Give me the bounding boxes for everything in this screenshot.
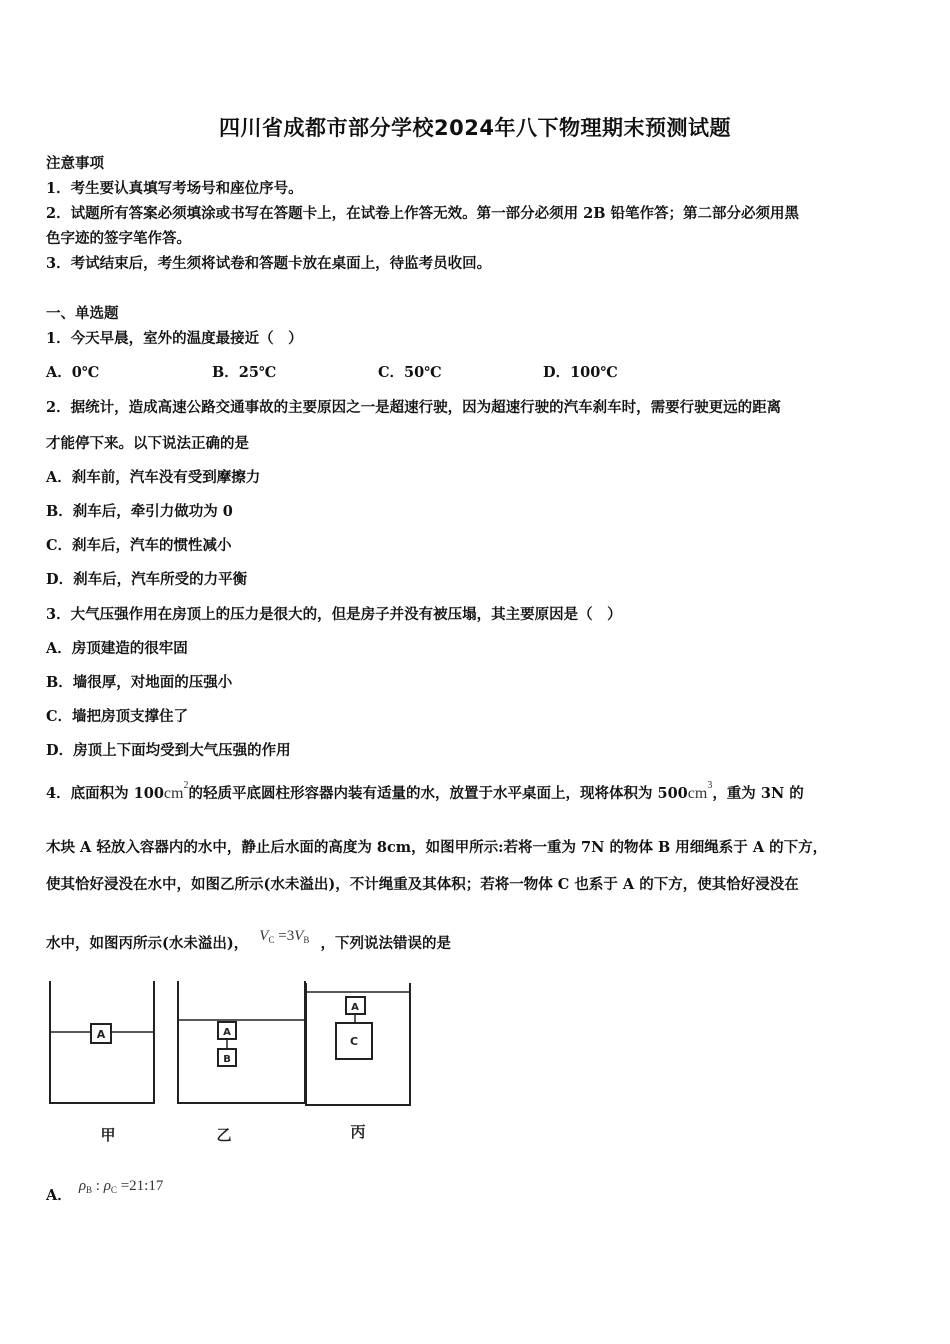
label-a-jia: A [96, 1028, 106, 1041]
q4-unit1-exp: 2 [183, 780, 189, 791]
notice-item-3: 3．考试结束后，考生须将试卷和答题卡放在桌面上，待监考员收回。 [46, 255, 492, 272]
q4-figure [44, 975, 424, 1147]
q1-option-c: C．50℃ [378, 364, 442, 381]
caption-bing: 丙 [350, 1123, 366, 1141]
q4-volume-equation [259, 928, 309, 945]
q3-stem: 3．大气压强作用在房顶上的压力是很大的，但是房子并没有被压塌，其主要原因是（ ） [46, 606, 622, 623]
q3-option-b: B．墙很厚，对地面的压强小 [46, 674, 233, 691]
q4-text-4b: ，下列说法错误的是 [320, 935, 451, 952]
label-c-bing: C [349, 1035, 359, 1048]
eq-sub-c: C [268, 935, 275, 945]
q2-stem-line2: 才能停下来。以下说法正确的是 [46, 435, 249, 452]
q4-option-a-label: A． [46, 1187, 72, 1204]
rho-sub-c: C [110, 1185, 117, 1195]
q2-option-d: D．刹车后，汽车所受的力平衡 [46, 571, 248, 588]
q4-text-1a: 4．底面积为 100 [46, 785, 164, 802]
q1-option-a: A．0℃ [46, 364, 100, 381]
q4-text-1b: 的轻质平底圆柱形容器内装有适量的水，放置于水平桌面上，现将体积为 500 [188, 785, 688, 802]
label-a-yi: A [223, 1027, 231, 1038]
caption-yi: 乙 [216, 1126, 232, 1144]
q4-option-a [46, 1178, 163, 1205]
notice-item-2-cont: 色字迹的签字笔作答。 [46, 230, 191, 247]
q4-unit-cm2 [163, 780, 189, 802]
notice-item-2: 2．试题所有答案必须填涂或书写在答题卡上，在试卷上作答无效。第一部分必须用 2B 铅笔作答；第二部分必须用黑 [46, 205, 800, 222]
q3-option-d: D．房顶上下面均受到大气压强的作用 [46, 742, 291, 759]
q4-stem-line4 [46, 928, 451, 953]
rho-ratio-value: =21:17 [116, 1178, 164, 1194]
q3-option-a: A．房顶建造的很牢固 [46, 640, 188, 657]
q4-unit2-exp: 3 [707, 780, 713, 791]
q2-stem-line1: 2．据统计，造成高速公路交通事故的主要原因之一是超速行驶，因为超速行驶的汽车刹车时，需要行驶更远的距离 [46, 399, 782, 416]
rho-2: ρ [103, 1178, 111, 1194]
notice-item-1: 1．考生要认真填写考场号和座位序号。 [46, 180, 303, 197]
q4-unit2-base: cm [687, 785, 708, 802]
q2-option-c: C．刹车后，汽车的惯性减小 [46, 537, 232, 554]
rho-1: ρ [78, 1178, 87, 1194]
q4-stem-line2: 木块 A 轻放入容器内的水中，静止后水面的高度为 8cm，如图甲所示:若将一重为 7N 的物体 B 用细绳系于 A 的下方， [46, 839, 828, 856]
q4-text-4a: 水中，如图丙所示(水未溢出)， [46, 935, 249, 952]
q4-unit-cm3 [687, 780, 713, 802]
container-yi [178, 981, 305, 1103]
label-a-bing: A [351, 1002, 359, 1013]
eq-v2: V [294, 928, 304, 944]
q4-unit1-base: cm [163, 785, 184, 802]
q4-stem-line3: 使其恰好浸没在水中，如图乙所示(水未溢出)，不计绳重及其体积；若将一物体 C 也系于 A 的下方，使其恰好浸没在 [46, 876, 799, 893]
label-b-yi: B [223, 1054, 231, 1065]
eq-v1: V [259, 928, 269, 944]
page-title: 四川省成都市部分学校2024年八下物理期末预测试题 [219, 116, 731, 140]
section-heading: 一、单选题 [46, 305, 119, 322]
q1-option-d: D．100℃ [543, 364, 618, 381]
q4-option-a-math [79, 1178, 164, 1195]
notice-heading: 注意事项 [46, 155, 104, 172]
q1-option-b: B．25℃ [212, 364, 277, 381]
q2-option-b: B．刹车后，牵引力做功为 0 [46, 503, 233, 520]
q3-option-c: C．墙把房顶支撑住了 [46, 708, 189, 725]
q4-text-1c: ，重为 3N 的 [712, 785, 804, 802]
caption-jia: 甲 [100, 1126, 116, 1144]
q4-stem-line1 [46, 780, 804, 803]
eq-mid: =3 [274, 928, 295, 944]
q2-option-a: A．刹车前，汽车没有受到摩擦力 [46, 469, 261, 486]
rho-colon: : [92, 1178, 104, 1194]
rho-sub-b: B [86, 1185, 93, 1195]
eq-sub-b: B [303, 935, 310, 945]
q1-stem: 1．今天早晨，室外的温度最接近（ ） [46, 330, 303, 347]
